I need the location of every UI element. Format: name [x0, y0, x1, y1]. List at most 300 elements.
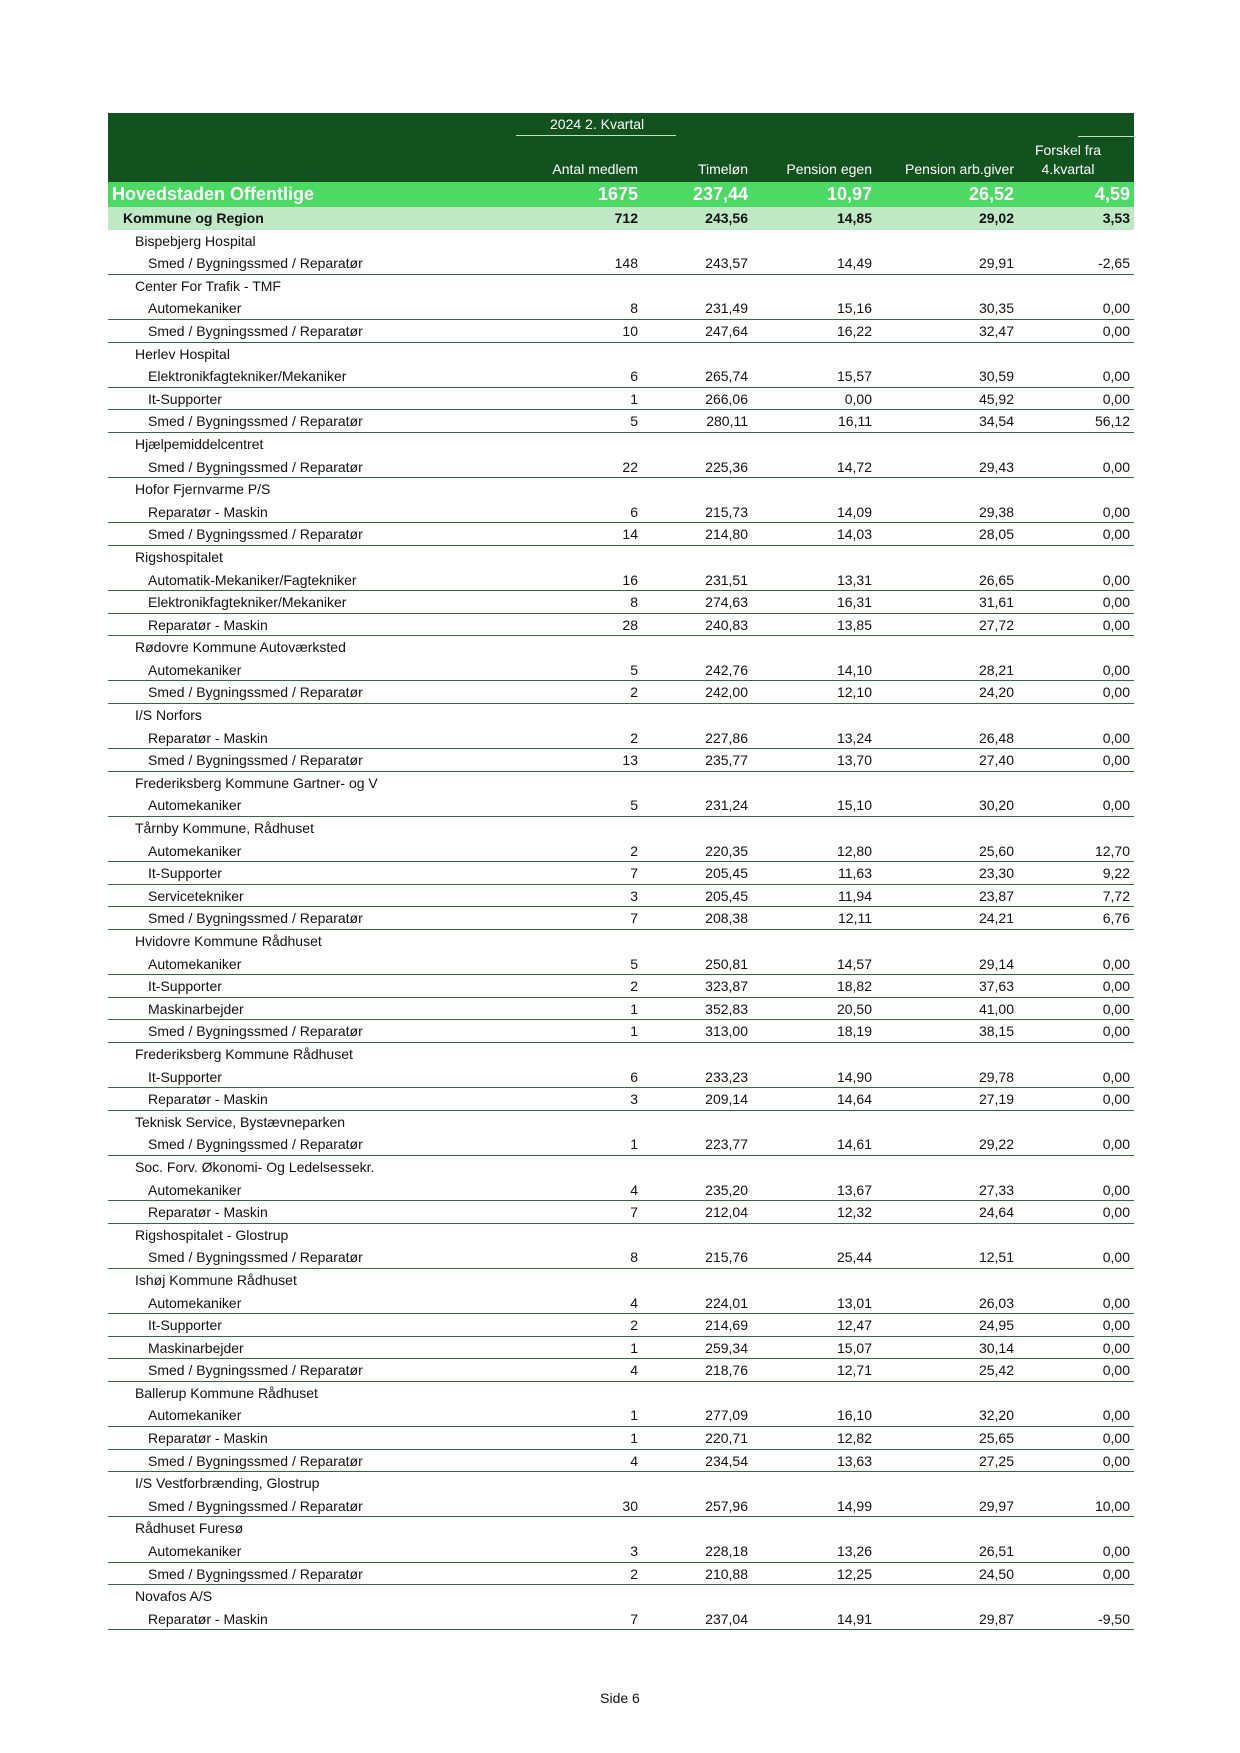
table-row	[108, 1066, 1134, 1089]
cell-timelon: 247,64	[705, 322, 748, 339]
job-title: Reparatør - Maskin	[148, 1610, 268, 1627]
cell-pension-egen: 25,44	[836, 1249, 872, 1266]
table-body	[108, 230, 1134, 1631]
cell-forskel: 0,00	[1102, 1249, 1130, 1266]
cell-pension-arb: 38,15	[978, 1023, 1014, 1040]
workplace-row	[108, 478, 1134, 501]
job-title: Automekaniker	[148, 842, 242, 859]
job-title: It-Supporter	[148, 390, 222, 407]
cell-pension-arb: 29,91	[978, 255, 1014, 272]
cell-pension-egen: 12,32	[836, 1204, 872, 1221]
cell-antal: 7	[630, 1610, 638, 1627]
cell-pension-arb: 32,47	[978, 322, 1014, 339]
cell-antal: 3	[630, 1091, 638, 1108]
workplace-name: Rødovre Kommune Autoværksted	[135, 639, 346, 656]
job-title: Automekaniker	[148, 1294, 242, 1311]
workplace-name: Rådhuset Furesø	[135, 1520, 244, 1537]
cell-antal: 6	[630, 503, 638, 520]
total-label: Hovedstaden Offentlige	[112, 184, 315, 204]
cell-pension-egen: 14,03	[836, 526, 872, 543]
job-title: Smed / Bygningssmed / Reparatør	[148, 1023, 363, 1040]
cell-pension-arb: 37,63	[978, 978, 1014, 995]
job-title: It-Supporter	[148, 1068, 222, 1085]
region-pension-arb: 29,02	[978, 210, 1014, 226]
workplace-row	[108, 704, 1134, 727]
cell-forskel: -9,50	[1098, 1610, 1130, 1627]
job-title: Automekaniker	[148, 797, 242, 814]
cell-pension-arb: 27,25	[978, 1452, 1014, 1469]
cell-antal: 10	[622, 322, 638, 339]
cell-timelon: 220,35	[705, 842, 748, 859]
cell-antal: 3	[630, 1543, 638, 1560]
cell-antal: 1	[630, 1136, 638, 1153]
col-timelon-header: Timeløn	[697, 161, 748, 177]
cell-pension-arb: 30,35	[978, 300, 1014, 317]
workplace-name: Tårnby Kommune, Rådhuset	[135, 820, 314, 837]
workplace-name: Teknisk Service, Bystævneparken	[135, 1113, 346, 1130]
workplace-name: Bispebjerg Hospital	[135, 232, 256, 249]
table-row	[108, 975, 1134, 998]
cell-antal: 2	[630, 978, 638, 995]
job-title: Servicetekniker	[148, 887, 244, 904]
cell-pension-egen: 15,10	[836, 797, 872, 814]
cell-forskel: 0,00	[1102, 752, 1130, 769]
job-title: Reparatør - Maskin	[148, 1430, 268, 1447]
cell-forskel: 0,00	[1102, 1091, 1130, 1108]
table-row	[108, 1179, 1134, 1202]
cell-pension-egen: 12,82	[836, 1430, 872, 1447]
cell-antal: 2	[630, 684, 638, 701]
workplace-row	[108, 275, 1134, 298]
cell-pension-arb: 24,20	[978, 684, 1014, 701]
cell-forskel: 0,00	[1102, 322, 1130, 339]
cell-antal: 1	[630, 1000, 638, 1017]
cell-antal: 13	[622, 752, 638, 769]
col-forskel-header-line2: 4.kvartal	[1041, 161, 1095, 177]
cell-antal: 5	[630, 955, 638, 972]
job-title: It-Supporter	[148, 865, 222, 882]
cell-timelon: 323,87	[705, 978, 748, 995]
job-title: Smed / Bygningssmed / Reparatør	[148, 1452, 363, 1469]
cell-timelon: 235,20	[705, 1181, 748, 1198]
table-row	[108, 727, 1134, 750]
workplace-name: Herlev Hospital	[135, 345, 230, 362]
workplace-row	[108, 433, 1134, 456]
cell-timelon: 242,00	[705, 684, 748, 701]
cell-pension-egen: 16,22	[836, 322, 872, 339]
cell-antal: 4	[630, 1181, 638, 1198]
total-forskel: 4,59	[1094, 184, 1130, 204]
table-row	[108, 1608, 1134, 1631]
cell-forskel: 0,00	[1102, 571, 1130, 588]
cell-forskel: 0,00	[1102, 1000, 1130, 1017]
table-row	[108, 1314, 1134, 1337]
cell-antal: 5	[630, 661, 638, 678]
cell-antal: 4	[630, 1362, 638, 1379]
workplace-row	[108, 1269, 1134, 1292]
cell-forskel: 6,76	[1102, 910, 1130, 927]
workplace-row	[108, 1111, 1134, 1134]
cell-pension-egen: 13,01	[836, 1294, 872, 1311]
total-antal: 1675	[597, 184, 638, 204]
cell-pension-egen: 15,16	[836, 300, 872, 317]
workplace-row	[108, 1382, 1134, 1405]
cell-pension-arb: 30,20	[978, 797, 1014, 814]
cell-timelon: 257,96	[705, 1497, 748, 1514]
table-row	[108, 1563, 1134, 1586]
job-title: Smed / Bygningssmed / Reparatør	[148, 1497, 363, 1514]
cell-pension-arb: 34,54	[978, 413, 1014, 430]
job-title: Smed / Bygningssmed / Reparatør	[148, 255, 363, 272]
table-row	[108, 1337, 1134, 1360]
cell-timelon: 224,01	[705, 1294, 748, 1311]
job-title: Reparatør - Maskin	[148, 729, 268, 746]
cell-timelon: 313,00	[705, 1023, 748, 1040]
cell-pension-arb: 23,87	[978, 887, 1014, 904]
table-row	[108, 1540, 1134, 1563]
cell-pension-arb: 23,30	[978, 865, 1014, 882]
cell-forskel: 0,00	[1102, 1204, 1130, 1221]
cell-timelon: 205,45	[705, 865, 748, 882]
table-row	[108, 365, 1134, 388]
cell-forskel: 12,70	[1094, 842, 1130, 859]
workplace-row	[108, 817, 1134, 840]
cell-pension-egen: 13,63	[836, 1452, 872, 1469]
cell-forskel: 0,00	[1102, 616, 1130, 633]
cell-pension-egen: 11,63	[838, 865, 872, 882]
cell-pension-arb: 26,48	[978, 729, 1014, 746]
total-pension-egen: 10,97	[826, 184, 872, 204]
cell-pension-arb: 28,21	[978, 661, 1014, 678]
page-number: Side 6	[600, 1690, 640, 1706]
table-row	[108, 659, 1134, 682]
table-row	[108, 794, 1134, 817]
table-row	[108, 1201, 1134, 1224]
salary-table	[108, 113, 1134, 1630]
cell-pension-egen: 11,94	[838, 887, 872, 904]
cell-timelon: 231,49	[705, 300, 748, 317]
cell-pension-egen: 14,61	[836, 1136, 872, 1153]
job-title: Reparatør - Maskin	[148, 1204, 268, 1221]
job-title: Smed / Bygningssmed / Reparatør	[148, 526, 363, 543]
workplace-name: Frederiksberg Kommune Gartner- og V	[135, 774, 378, 791]
cell-timelon: 243,57	[705, 255, 748, 272]
region-pension-egen: 14,85	[836, 210, 872, 226]
job-title: Automekaniker	[148, 1181, 242, 1198]
cell-forskel: 0,00	[1102, 1430, 1130, 1447]
cell-timelon: 212,04	[705, 1204, 748, 1221]
table-row	[108, 1020, 1134, 1043]
table-header	[108, 113, 1134, 182]
table-row	[108, 1246, 1134, 1269]
job-title: Elektronikfagtekniker/Mekaniker	[148, 594, 347, 611]
cell-antal: 1	[630, 390, 638, 407]
workplace-row	[108, 1043, 1134, 1066]
workplace-row	[108, 1472, 1134, 1495]
cell-pension-egen: 14,10	[836, 661, 872, 678]
workplace-row	[108, 1224, 1134, 1247]
table-row	[108, 591, 1134, 614]
cell-forskel: 0,00	[1102, 1452, 1130, 1469]
cell-antal: 5	[630, 413, 638, 430]
cell-antal: 2	[630, 842, 638, 859]
table-row	[108, 569, 1134, 592]
cell-forskel: 0,00	[1102, 1362, 1130, 1379]
workplace-name: Novafos A/S	[135, 1588, 213, 1605]
cell-pension-egen: 12,10	[836, 684, 872, 701]
cell-forskel: 0,00	[1102, 1181, 1130, 1198]
table-row	[108, 297, 1134, 320]
table-row	[108, 388, 1134, 411]
cell-timelon: 223,77	[705, 1136, 748, 1153]
cell-antal: 6	[630, 368, 638, 385]
header-divider	[1078, 136, 1134, 137]
table-row	[108, 320, 1134, 343]
workplace-name: Soc. Forv. Økonomi- Og Ledelsessekr.	[135, 1158, 375, 1175]
table-row	[108, 523, 1134, 546]
workplace-name: I/S Vestforbrænding, Glostrup	[135, 1475, 320, 1492]
workplace-name: Hjælpemiddelcentret	[135, 435, 264, 452]
cell-pension-egen: 13,24	[836, 729, 872, 746]
workplace-row	[108, 546, 1134, 569]
cell-antal: 7	[630, 1204, 638, 1221]
cell-pension-egen: 12,80	[836, 842, 872, 859]
cell-pension-arb: 25,42	[978, 1362, 1014, 1379]
cell-antal: 4	[630, 1294, 638, 1311]
job-title: Smed / Bygningssmed / Reparatør	[148, 684, 363, 701]
job-title: Smed / Bygningssmed / Reparatør	[148, 1565, 363, 1582]
cell-antal: 28	[622, 616, 638, 633]
cell-timelon: 277,09	[705, 1407, 748, 1424]
cell-antal: 8	[630, 300, 638, 317]
cell-pension-egen: 18,19	[836, 1023, 872, 1040]
cell-forskel: 0,00	[1102, 300, 1130, 317]
cell-pension-egen: 14,90	[836, 1068, 872, 1085]
cell-forskel: 9,22	[1102, 865, 1130, 882]
cell-pension-arb: 30,59	[978, 368, 1014, 385]
cell-pension-arb: 26,65	[978, 571, 1014, 588]
cell-forskel: 0,00	[1102, 368, 1130, 385]
cell-antal: 1	[630, 1023, 638, 1040]
table-row	[108, 1088, 1134, 1111]
job-title: Smed / Bygningssmed / Reparatør	[148, 1136, 363, 1153]
cell-antal: 7	[630, 865, 638, 882]
cell-antal: 8	[630, 1249, 638, 1266]
region-timelon: 243,56	[705, 210, 748, 226]
cell-timelon: 235,77	[705, 752, 748, 769]
job-title: Automatik-Mekaniker/Fagtekniker	[148, 571, 357, 588]
cell-timelon: 205,45	[705, 887, 748, 904]
cell-antal: 148	[614, 255, 638, 272]
cell-antal: 30	[622, 1497, 638, 1514]
col-forskel-header-line1: Forskel fra	[1034, 142, 1102, 158]
cell-pension-egen: 0,00	[844, 390, 872, 407]
cell-antal: 1	[630, 1407, 638, 1424]
cell-forskel: 0,00	[1102, 1317, 1130, 1334]
cell-pension-egen: 13,31	[836, 571, 872, 588]
cell-pension-egen: 16,11	[838, 413, 872, 430]
workplace-name: Rigshospitalet - Glostrup	[135, 1226, 289, 1243]
cell-timelon: 274,63	[705, 594, 748, 611]
region-antal: 712	[614, 210, 638, 226]
total-timelon: 237,44	[692, 184, 748, 204]
cell-antal: 16	[622, 571, 638, 588]
cell-antal: 4	[630, 1452, 638, 1469]
cell-pension-arb: 12,51	[978, 1249, 1014, 1266]
cell-pension-egen: 15,57	[836, 368, 872, 385]
cell-forskel: 0,00	[1102, 797, 1130, 814]
cell-pension-arb: 29,22	[978, 1136, 1014, 1153]
cell-forskel: 0,00	[1102, 1407, 1130, 1424]
cell-pension-arb: 24,50	[978, 1565, 1014, 1582]
col-antal-header: Antal medlem	[552, 161, 638, 177]
col-forskel-header	[1014, 141, 1122, 179]
region-forskel: 3,53	[1102, 210, 1130, 226]
table-row	[108, 252, 1134, 275]
cell-timelon: 215,73	[705, 503, 748, 520]
cell-pension-arb: 24,95	[978, 1317, 1014, 1334]
cell-antal: 14	[622, 526, 638, 543]
table-row	[108, 998, 1134, 1021]
cell-pension-arb: 25,65	[978, 1430, 1014, 1447]
cell-forskel: 0,00	[1102, 1565, 1130, 1582]
cell-pension-arb: 28,05	[978, 526, 1014, 543]
cell-forskel: 7,72	[1102, 887, 1130, 904]
cell-forskel: 0,00	[1102, 526, 1130, 543]
cell-antal: 7	[630, 910, 638, 927]
cell-forskel: 10,00	[1094, 1497, 1130, 1514]
cell-timelon: 228,18	[705, 1543, 748, 1560]
table-row	[108, 907, 1134, 930]
cell-pension-egen: 14,49	[836, 255, 872, 272]
cell-timelon: 215,76	[705, 1249, 748, 1266]
job-title: Smed / Bygningssmed / Reparatør	[148, 458, 363, 475]
cell-pension-egen: 12,71	[836, 1362, 872, 1379]
workplace-name: I/S Norfors	[135, 707, 202, 724]
job-title: Smed / Bygningssmed / Reparatør	[148, 413, 363, 430]
table-row	[108, 1359, 1134, 1382]
cell-antal: 2	[630, 1317, 638, 1334]
cell-pension-egen: 13,26	[836, 1543, 872, 1560]
cell-pension-arb: 30,14	[978, 1339, 1014, 1356]
table-row	[108, 1292, 1134, 1315]
total-pension-arb: 26,52	[968, 184, 1014, 204]
cell-forskel: 0,00	[1102, 1339, 1130, 1356]
cell-pension-egen: 14,57	[836, 955, 872, 972]
cell-forskel: 56,12	[1094, 413, 1130, 430]
cell-forskel: 0,00	[1102, 594, 1130, 611]
cell-timelon: 234,54	[705, 1452, 748, 1469]
job-title: Elektronikfagtekniker/Mekaniker	[148, 368, 347, 385]
cell-antal: 6	[630, 1068, 638, 1085]
cell-pension-egen: 14,72	[836, 458, 872, 475]
col-pension-egen-header: Pension egen	[786, 161, 872, 177]
cell-timelon: 214,80	[705, 526, 748, 543]
workplace-name: Hofor Fjernvarme P/S	[135, 481, 271, 498]
cell-forskel: 0,00	[1102, 390, 1130, 407]
cell-timelon: 242,76	[705, 661, 748, 678]
workplace-row	[108, 636, 1134, 659]
table-row	[108, 410, 1134, 433]
table-row	[108, 501, 1134, 524]
job-title: Reparatør - Maskin	[148, 1091, 268, 1108]
cell-forskel: 0,00	[1102, 1294, 1130, 1311]
cell-timelon: 209,14	[705, 1091, 748, 1108]
cell-pension-egen: 12,47	[836, 1317, 872, 1334]
cell-antal: 1	[630, 1339, 638, 1356]
cell-timelon: 237,04	[705, 1610, 748, 1627]
workplace-name: Hvidovre Kommune Rådhuset	[135, 933, 322, 949]
job-title: Maskinarbejder	[148, 1000, 244, 1017]
cell-pension-egen: 16,31	[836, 594, 872, 611]
cell-pension-egen: 13,85	[836, 616, 872, 633]
cell-pension-arb: 29,97	[978, 1497, 1014, 1514]
cell-forskel: 0,00	[1102, 1543, 1130, 1560]
table-row	[108, 681, 1134, 704]
job-title: Smed / Bygningssmed / Reparatør	[148, 1362, 363, 1379]
cell-timelon: 259,34	[705, 1339, 748, 1356]
table-row	[108, 1133, 1134, 1156]
cell-forskel: 0,00	[1102, 661, 1130, 678]
job-title: It-Supporter	[148, 978, 222, 995]
cell-forskel: 0,00	[1102, 1068, 1130, 1085]
cell-timelon: 231,51	[705, 571, 748, 588]
table-row	[108, 456, 1134, 479]
total-row	[108, 182, 1134, 207]
cell-pension-arb: 27,33	[978, 1181, 1014, 1198]
workplace-name: Ballerup Kommune Rådhuset	[135, 1384, 318, 1401]
cell-antal: 2	[630, 1565, 638, 1582]
cell-pension-arb: 27,72	[978, 616, 1014, 633]
cell-timelon: 225,36	[705, 458, 748, 475]
workplace-name: Ishøj Kommune Rådhuset	[135, 1271, 297, 1288]
cell-pension-arb: 31,61	[978, 594, 1014, 611]
cell-pension-egen: 12,25	[836, 1565, 872, 1582]
table-row	[108, 614, 1134, 637]
workplace-row	[108, 1517, 1134, 1540]
cell-pension-arb: 45,92	[978, 390, 1014, 407]
cell-timelon: 231,24	[705, 797, 748, 814]
job-title: It-Supporter	[148, 1317, 222, 1334]
table-row	[108, 1495, 1134, 1518]
cell-forskel: 0,00	[1102, 955, 1130, 972]
cell-timelon: 233,23	[705, 1068, 748, 1085]
workplace-row	[108, 230, 1134, 253]
cell-pension-arb: 27,19	[978, 1091, 1014, 1108]
cell-pension-egen: 13,67	[836, 1181, 872, 1198]
cell-antal: 22	[622, 458, 638, 475]
workplace-name: Rigshospitalet	[135, 548, 223, 565]
cell-timelon: 265,74	[705, 368, 748, 385]
cell-pension-arb: 27,40	[978, 752, 1014, 769]
region-row	[108, 207, 1134, 230]
job-title: Automekaniker	[148, 300, 242, 317]
cell-pension-arb: 24,21	[978, 910, 1014, 927]
job-title: Smed / Bygningssmed / Reparatør	[148, 1249, 363, 1266]
cell-timelon: 210,88	[705, 1565, 748, 1582]
job-title: Automekaniker	[148, 661, 242, 678]
job-title: Maskinarbejder	[148, 1339, 244, 1356]
cell-timelon: 352,83	[705, 1000, 748, 1017]
workplace-row	[108, 1585, 1134, 1608]
job-title: Smed / Bygningssmed / Reparatør	[148, 322, 363, 339]
workplace-name: Center For Trafik - TMF	[135, 277, 281, 294]
cell-pension-arb: 29,78	[978, 1068, 1014, 1085]
cell-timelon: 214,69	[705, 1317, 748, 1334]
cell-timelon: 220,71	[705, 1430, 748, 1447]
cell-forskel: 0,00	[1102, 978, 1130, 995]
cell-pension-arb: 41,00	[978, 1000, 1014, 1017]
